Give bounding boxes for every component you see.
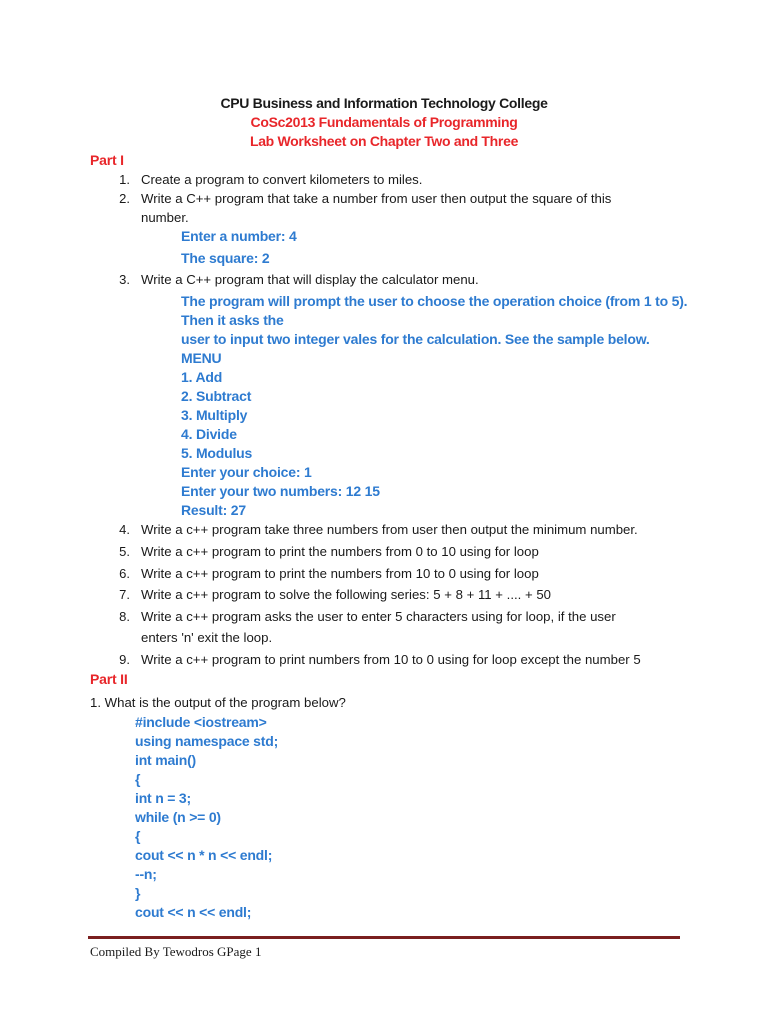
q7-number: 7. (119, 587, 130, 602)
q6-number: 6. (119, 566, 130, 581)
q8-text-line2: enters 'n' exit the loop. (141, 630, 273, 645)
q1-number: 1. (119, 172, 130, 187)
q2-sample-output: The square: 2 (181, 250, 270, 266)
course-title: CoSc2013 Fundamentals of Programming (250, 114, 518, 130)
worksheet-title: Lab Worksheet on Chapter Two and Three (249, 133, 519, 149)
footer-text: Compiled By Tewodros GPage 1 (90, 944, 262, 959)
q3-description-line3: user to input two integer vales for the calculation. See the sample below. (181, 331, 650, 347)
q5-number: 5. (119, 544, 130, 559)
part2-q1-text: 1. What is the output of the program below? (90, 695, 346, 710)
footer-divider (88, 936, 680, 939)
q3-menu-option-subtract: 2. Subtract (181, 388, 252, 404)
q4-text: Write a c++ program take three numbers from user then output the minimum number. (141, 522, 638, 537)
code-line: cout << n * n << endl; (135, 847, 273, 863)
q3-description-line2: Then it asks the (181, 312, 284, 328)
q3-text: Write a C++ program that will display the calculator menu. (141, 272, 479, 287)
q3-description-line1: The program will prompt the user to choose the operation choice (from 1 to 5). (181, 293, 688, 309)
q2-text-line1: Write a C++ program that take a number from user then output the square of this (141, 191, 612, 206)
q6-text: Write a c++ program to print the numbers from 10 to 0 using for loop (141, 566, 539, 581)
code-line: } (135, 885, 141, 901)
code-line: { (135, 771, 141, 787)
part1-heading: Part I (90, 152, 124, 168)
q3-sample-numbers: Enter your two numbers: 12 15 (181, 483, 380, 499)
q5-text: Write a c++ program to print the numbers from 0 to 10 using for loop (141, 544, 539, 559)
code-line: while (n >= 0) (135, 809, 221, 825)
code-line: int main() (135, 752, 196, 768)
code-line: cout << n << endl; (135, 904, 252, 920)
q9-number: 9. (119, 652, 130, 667)
college-title: CPU Business and Information Technology College (220, 95, 548, 111)
q9-text: Write a c++ program to print numbers from 10 to 0 using for loop except the number 5 (141, 652, 641, 667)
q2-sample-input: Enter a number: 4 (181, 228, 297, 244)
code-line: using namespace std; (135, 733, 279, 749)
code-line: { (135, 828, 141, 844)
q3-menu-option-multiply: 3. Multiply (181, 407, 248, 423)
q3-menu-title: MENU (181, 350, 222, 366)
q3-sample-result: Result: 27 (181, 502, 246, 518)
q3-sample-choice: Enter your choice: 1 (181, 464, 312, 480)
q2-number: 2. (119, 191, 130, 206)
q8-text-line1: Write a c++ program asks the user to enter 5 characters using for loop, if the user (141, 609, 616, 624)
code-line: #include <iostream> (135, 714, 267, 730)
q2-text-line2: number. (141, 210, 189, 225)
q1-text: Create a program to convert kilometers to miles. (141, 172, 423, 187)
q8-number: 8. (119, 609, 130, 624)
q3-menu-option-modulus: 5. Modulus (181, 445, 253, 461)
code-line: --n; (135, 866, 157, 882)
q7-text: Write a c++ program to solve the following series: 5 + 8 + 11 + .... + 50 (141, 587, 552, 602)
q3-menu-option-add: 1. Add (181, 369, 223, 385)
q4-number: 4. (119, 522, 130, 537)
code-line: int n = 3; (135, 790, 191, 806)
part2-heading: Part II (90, 671, 128, 687)
q3-menu-option-divide: 4. Divide (181, 426, 237, 442)
q3-number: 3. (119, 272, 130, 287)
